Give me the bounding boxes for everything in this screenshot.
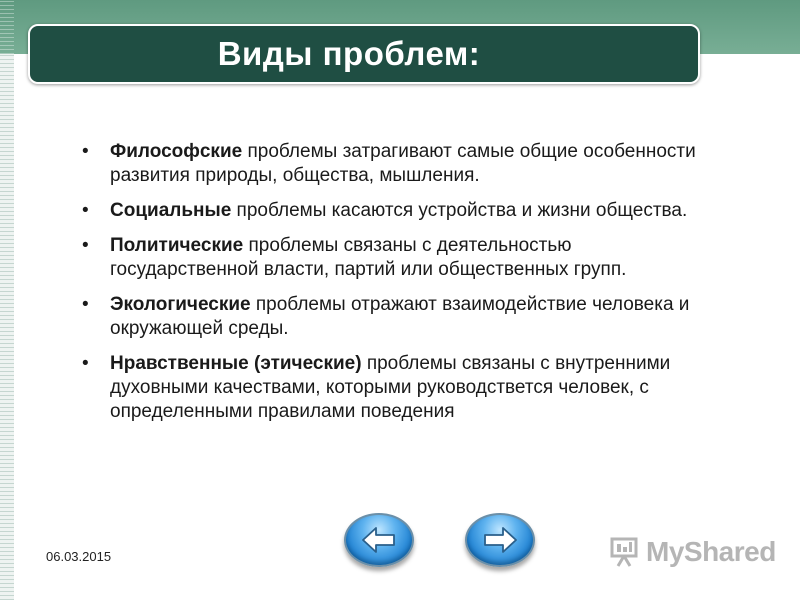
bullet-text: проблемы затрагивают самые общие особенности развития природы, общества, мышления. <box>110 141 696 186</box>
bullet-bold: Экологические <box>110 294 251 315</box>
slide-title: Виды проблем: <box>217 35 481 72</box>
arrow-right-icon <box>482 525 518 555</box>
logo-text: MyShared <box>646 536 776 567</box>
arrow-left-icon <box>361 525 397 555</box>
bullet-item <box>82 199 722 223</box>
bullet-glyph: • <box>82 353 89 374</box>
bullet-bold: Социальные <box>110 200 232 221</box>
bullet-item <box>82 352 722 424</box>
bullet-glyph: • <box>82 235 89 256</box>
bullet-bold: Философские <box>110 141 243 162</box>
bullet-text: проблемы отражают взаимодействие человека и окружающей среды. <box>110 294 690 339</box>
bullet-text: проблемы касаются устройства и жизни общества. <box>231 200 688 221</box>
title-box <box>28 24 700 84</box>
presentation-board-icon <box>608 535 642 569</box>
bullet-list <box>82 140 722 435</box>
bullet-bold: Нравственные (этические) <box>110 353 362 374</box>
myshared-logo <box>608 535 776 569</box>
bullet-item <box>82 140 722 188</box>
slide-date: 06.03.2015 <box>46 549 112 564</box>
bullet-glyph: • <box>82 200 89 221</box>
bullet-bold: Политические <box>110 235 244 256</box>
bullet-glyph: • <box>82 294 89 315</box>
prev-slide-button[interactable] <box>344 513 414 567</box>
left-pattern-top <box>0 0 14 54</box>
bullet-text: проблемы связаны с деятельностью государственной власти, партий или общественных групп. <box>110 235 627 280</box>
bullet-item <box>82 234 722 282</box>
bullet-text: проблемы связаны с внутренними духовными качествами, которыми руководствется человек, с определенными правилами поведения <box>110 353 671 422</box>
bullet-item <box>82 293 722 341</box>
next-slide-button[interactable] <box>465 513 535 567</box>
left-pattern <box>0 54 14 600</box>
bullet-glyph: • <box>82 141 89 162</box>
